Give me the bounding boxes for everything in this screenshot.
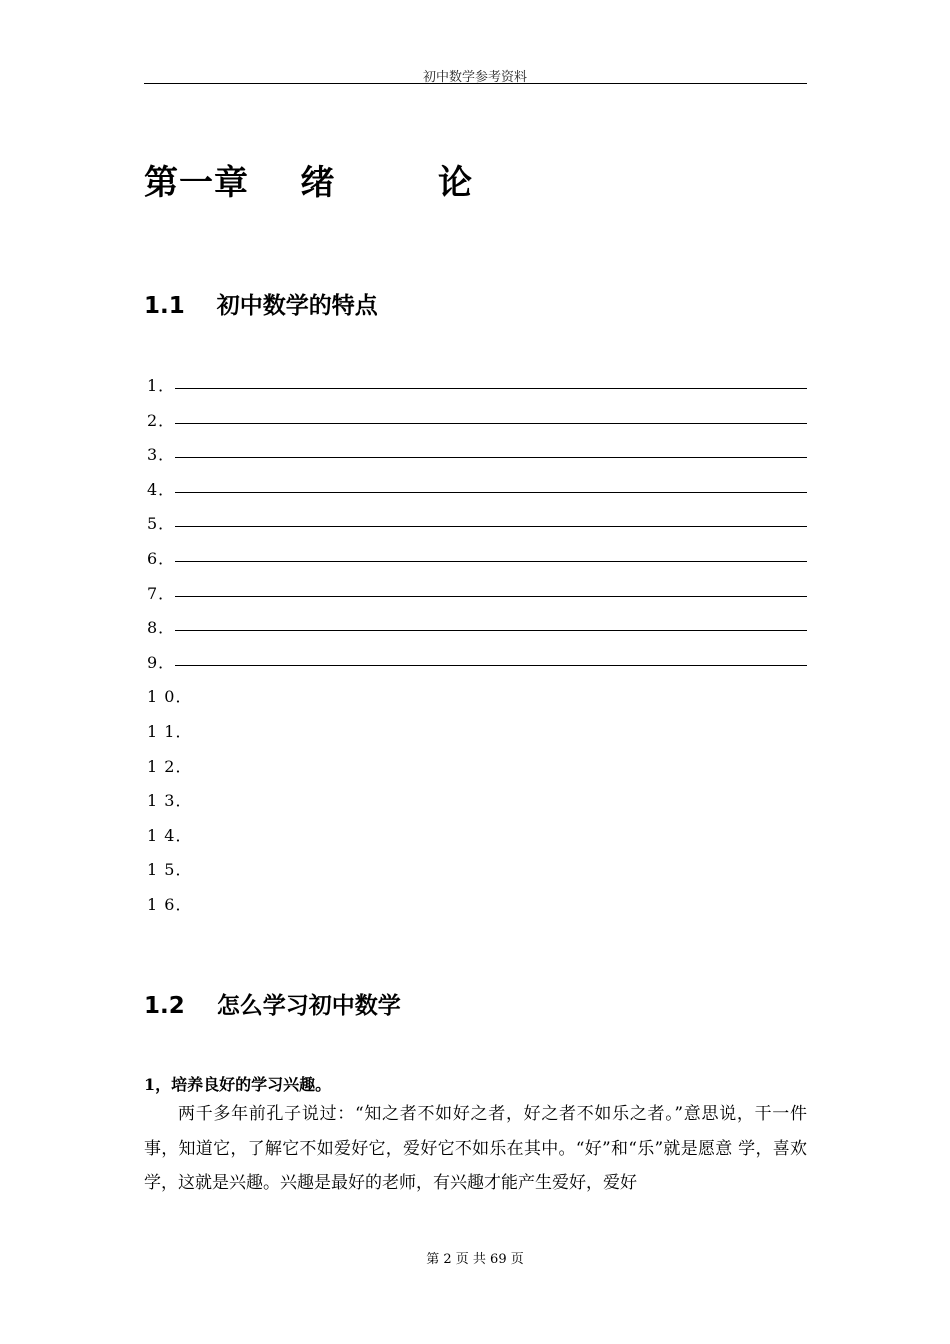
list-item-number: 1 1．	[147, 721, 193, 741]
list-item-number: 8．	[147, 618, 176, 638]
list-item-number: 1 4．	[147, 825, 193, 845]
list-item	[147, 439, 807, 474]
list-item	[147, 543, 807, 578]
header-rule	[144, 83, 807, 84]
fill-in-line	[175, 526, 807, 527]
list-item-number: 5．	[147, 514, 176, 534]
list-item	[147, 716, 807, 751]
list-item-number: 3．	[147, 445, 176, 465]
list-item	[147, 889, 807, 924]
list-item-number: 1 6．	[147, 894, 193, 914]
list-item-number: 1．	[147, 376, 176, 395]
fill-in-line	[175, 665, 807, 666]
page-footer: 第 2 页 共 69 页	[426, 1252, 524, 1267]
fill-in-line	[175, 596, 807, 597]
list-item	[147, 474, 807, 509]
list-item	[147, 508, 807, 543]
list-item	[147, 785, 807, 820]
fill-in-line	[175, 388, 807, 389]
chapter-title: 第一章 绪 论	[144, 163, 474, 203]
list-item	[147, 854, 807, 889]
list-item	[147, 370, 807, 405]
list-item-number: 2．	[147, 410, 176, 430]
list-item-number: 6．	[147, 548, 176, 568]
list-item-number: 7．	[147, 583, 176, 603]
list-item	[147, 751, 807, 786]
section-title-1-2: 1.2 怎么学习初中数学	[144, 993, 401, 1019]
fill-in-line	[175, 457, 807, 458]
list-item	[147, 612, 807, 647]
feature-list	[147, 370, 807, 924]
list-item-number: 9．	[147, 652, 176, 672]
body-paragraph: 两千多年前孔子说过：“知之者不如好之者，好之者不如乐之者。”意思说，干一件事，知道它，了解它不如爱好它，爱好它不如乐在其中。“好”和“乐”就是愿意 学，喜欢学，这就是兴趣。兴趣是最好的老师，有兴趣才能产生爱好，爱好	[144, 1104, 807, 1193]
list-item-number: 1 5．	[147, 860, 193, 880]
fill-in-line	[175, 561, 807, 562]
list-item	[147, 578, 807, 613]
list-item-number: 4．	[147, 479, 176, 499]
fill-in-line	[175, 423, 807, 424]
list-item	[147, 681, 807, 716]
list-item-number: 1 2．	[147, 756, 193, 776]
list-item	[147, 647, 807, 682]
section-title-1-1: 1.1 初中数学的特点	[144, 293, 378, 319]
page-header: 初中数学参考资料	[422, 70, 527, 85]
fill-in-line	[175, 492, 807, 493]
list-item-number: 1 0．	[147, 687, 193, 707]
list-item	[147, 405, 807, 440]
list-item	[147, 820, 807, 855]
list-item-number: 1 3．	[147, 791, 193, 811]
subsection-title: 1，培养良好的学习兴趣。	[144, 1075, 332, 1094]
fill-in-line	[175, 630, 807, 631]
